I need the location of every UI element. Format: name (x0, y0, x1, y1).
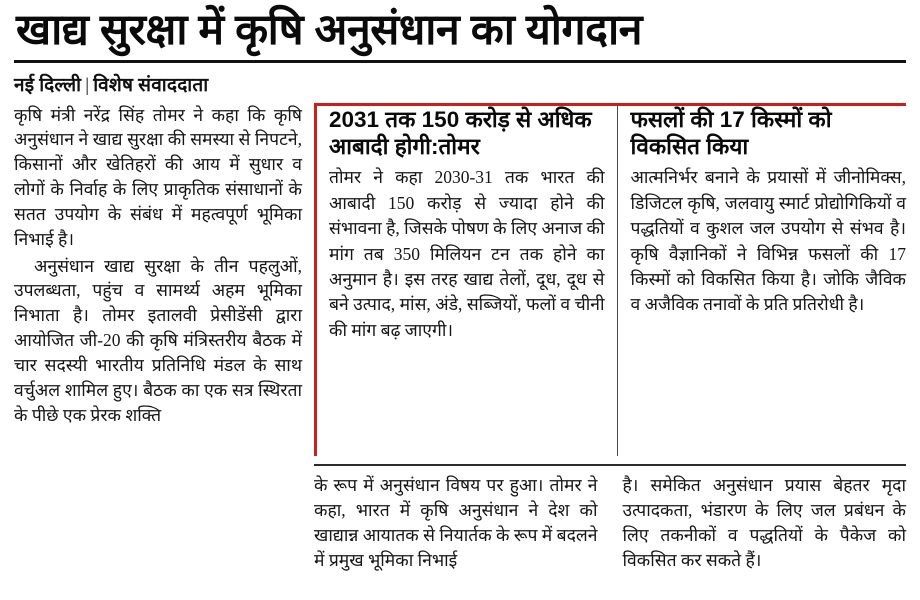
column-left (14, 103, 314, 573)
paragraph: अनुसंधान खाद्य सुरक्षा के तीन पहलुओं, उपलब्धता, पहुंच व सामर्थ्य अहम भूमिका निभाता है। तोमर इतालवी प्रेसीडेंसी द्वारा आयोजित जी-20 की कृषि मंत्रिस्तरीय बैठक में चार सदस्यी भारतीय प्रतिनिधि मंडल के साथ वर्चुअल शामिल हुए। बैठक का एक सत्र स्थिरता के पीछे एक प्रेरक शक्ति (14, 255, 302, 425)
continuation-right (610, 473, 907, 572)
page-title: खाद्य सुरक्षा में कृषि अनुसंधान का योगदान (16, 6, 642, 54)
headline-block (14, 8, 906, 54)
box-body-middle: तोमर ने कहा 2030-31 तक भारत की आबादी 150 करोड़ से ज्यादा होने की संभावना है, जिसके पोषण के लिए अनाज की मांग तब 350 मिलियन टन तक होने का अनुमान है। इस तरह खाद्य तेलों, दूध, दूध से बने उत्पाद, मांस, अंडे, सब्जियों, फलों व चीनी की मांग बढ़ जाएगी। (329, 167, 605, 340)
box-bottom-divider (314, 464, 906, 466)
byline-separator: | (85, 74, 90, 96)
headline-divider (14, 60, 906, 63)
continuation-columns (314, 473, 906, 572)
box-column-middle (329, 106, 617, 457)
box-body-right: आत्मनिर्भर बनाने के प्रयासों में जीनोमिक्स, डिजिटल कृषि, जलवायु स्मार्ट प्रोद्योगिकियों व पद्धतियों व कुशल जल उपयोग से संभव है। कृषि वैज्ञानिकों ने विभिन्न फसलों की 17 किस्मों को विकसित किया है। जोकि जैविक व अजैविक तनावों के प्रति प्रतिरोधी है। (630, 167, 906, 315)
highlight-box (314, 106, 906, 457)
continuation-text: के रूप में अनुसंधान विषय पर हुआ। तोमर ने कहा, भारत में कृषि अनुसंधान ने देश को खाद्यान्न आयातक से नियार्तक के रूप में बदलने में प्रमुख भूमिका निभाई (314, 475, 598, 570)
column-boxed-area (314, 103, 906, 573)
byline-credit: विशेष संवाददाता (93, 74, 209, 96)
byline-place: नई दिल्ली (14, 74, 82, 96)
box-title-right: फसलों की 17 किस्मों को विकसित किया (630, 106, 832, 160)
box-title-middle: 2031 तक 150 करोड़ से अधिक आबादी होगी:तोमर (329, 106, 592, 160)
byline (14, 71, 906, 97)
box-column-right (617, 106, 907, 457)
left-body (14, 103, 302, 428)
continuation-middle (314, 473, 610, 572)
continuation-text: है। समेकित अनुसंधान प्रयास बेहतर मृदा उत्पादकता, भंडारण के लिए जल प्रबंधन के लिए तकनीकों व पद्धतियों के पैकेज को विकसित कर सकते हैं। (622, 475, 906, 570)
article-columns (14, 103, 906, 573)
paragraph: कृषि मंत्री नरेंद्र सिंह तोमर ने कहा कि कृषि अनुसंधान ने खाद्य सुरक्षा की समस्या से निपटने, किसानों और खेतिहरों की आय में सुधार व लोगों के निर्वाह के लिए प्राकृतिक संसाधानों के सतत उपयोग के संबंध में महत्वपूर्ण भूमिका निभाई है। (14, 104, 302, 249)
